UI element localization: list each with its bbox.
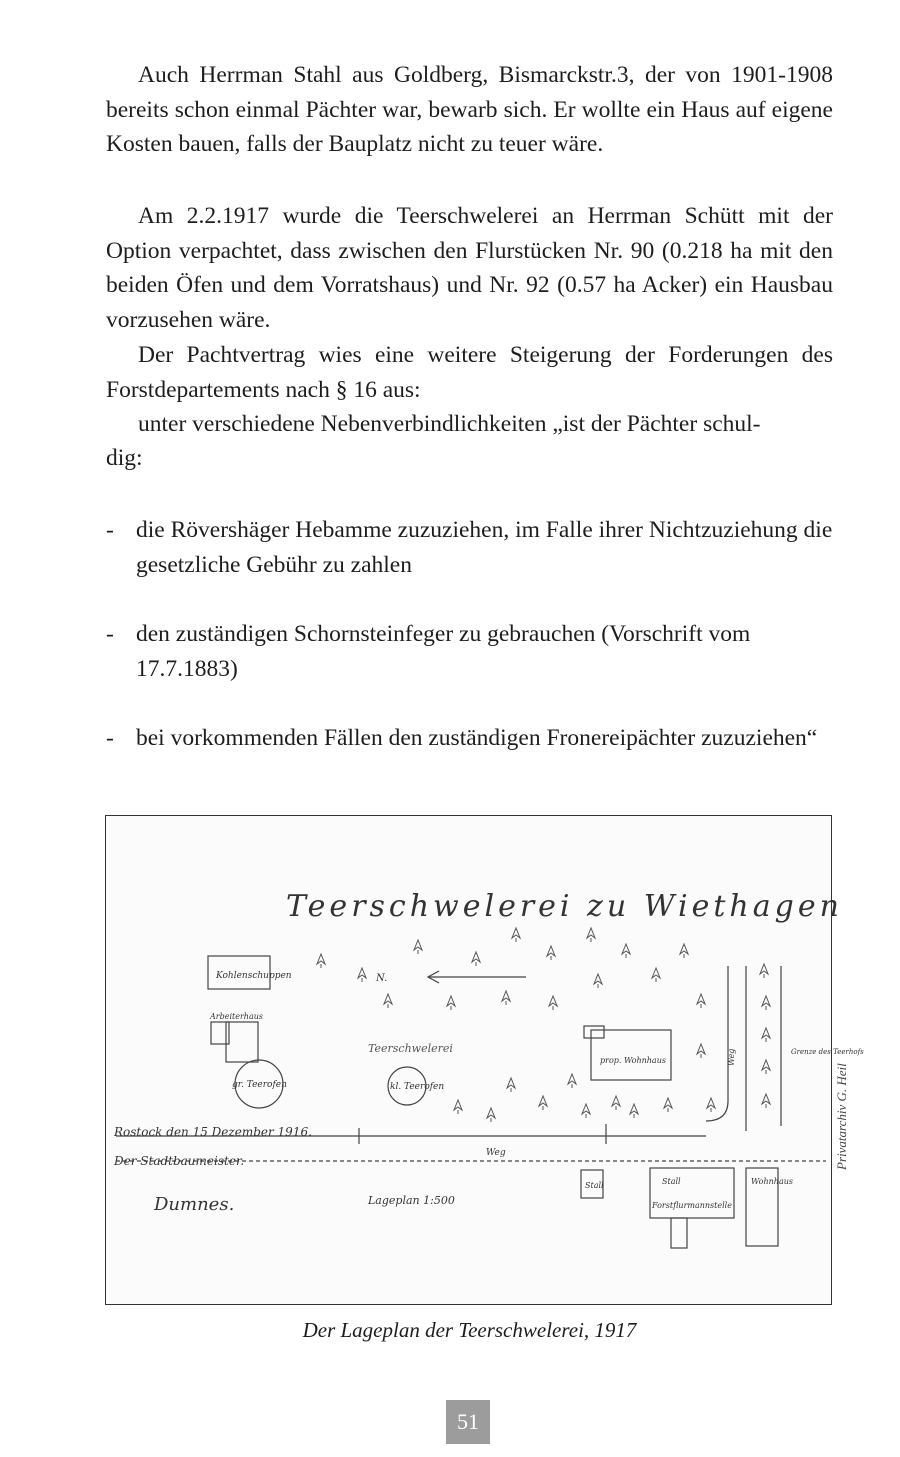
small-stall-label: Stall [585, 1181, 604, 1190]
plan-title: Teerschwelerei zu Wiethagen [286, 889, 843, 924]
weg-horizontal-label: Weg [486, 1148, 506, 1158]
signature: Dumnes. [154, 1194, 235, 1215]
bullet-dash: - [106, 517, 114, 543]
paragraph-stahl: Auch Herrman Stahl aus Goldberg, Bismarckstr.3, der von 1901-1908 bereits schon einmal Pächter war, bewarb sich. Er wollte ein Haus auf eigene Kosten bauen, falls der Bauplatz nicht zu teuer wäre. [106, 62, 833, 157]
forsthof-building [650, 1168, 734, 1218]
forsthof-annex [671, 1218, 687, 1248]
north-label: N. [376, 973, 388, 984]
lageplan-scale: Lageplan 1:500 [368, 1194, 455, 1207]
grenze-label: Grenze des Teerhofs [791, 1048, 864, 1056]
paragraph-verpachtung: Am 2.2.1917 wurde die Teerschwelerei an Herrman Schütt mit der Option verpachtet, dass zwischen den Flurstücken Nr. 90 (0.218 ha mit den beiden Öfen und dem Vorratshaus) und Nr. 92 (0.57 ha Acker) ein Hausbau vorzusehen wäre. [106, 203, 833, 333]
prop-wohnhaus-label: prop. Wohnhaus [600, 1056, 666, 1065]
road-west-edge [706, 966, 728, 1121]
arbeiterhaus-label: Arbeiterhaus [210, 1012, 263, 1021]
weg-vertical-label: Weg [727, 1048, 736, 1066]
paragraph-nebenverbindlichkeiten-cont: dig: [106, 445, 143, 471]
date-line: Rostock den 15 Dezember 1916. [114, 1125, 312, 1139]
paragraph-nebenverbindlichkeiten: unter verschiedene Nebenverbindlichkeiten „ist der Pächter schul- [138, 411, 761, 437]
teerschwelerei-label: Teerschwelerei [368, 1042, 453, 1055]
stall-label: Stall [662, 1177, 681, 1186]
bullet-dash: - [106, 621, 114, 647]
bullet-text: den zuständigen Schornsteinfeger zu gebrauchen (Vorschrift vom 17.7.1883) [136, 621, 751, 682]
arbeiterhaus-building [226, 1022, 258, 1062]
bullet-text: die Rövershäger Hebamme zuzuziehen, im Falle ihrer Nichtzuziehung die gesetzliche Gebühr zu zahlen [136, 517, 833, 578]
tree-symbols [317, 928, 770, 1122]
figure-caption: Der Lageplan der Teerschwelerei, 1917 [302, 1318, 637, 1342]
bullet-text: bei vorkommenden Fällen den zuständigen Fronereipächter zuzuziehen“ [136, 725, 818, 751]
kl-teerofen-label: kl. Teerofen [390, 1082, 445, 1092]
gr-teerofen-label: gr. Teerofen [232, 1080, 287, 1090]
bullet-dash: - [106, 725, 114, 751]
kohlenschuppen-label: Kohlenschuppen [216, 971, 292, 981]
signer-line: Der Stadtbaumeister. [114, 1154, 245, 1168]
archive-credit: Privatarchiv G. Heil [834, 1063, 849, 1170]
page-number: 51 [446, 1400, 490, 1444]
forsthof-label: Forstflurmannstelle [652, 1201, 732, 1210]
paragraph-pachtvertrag: Der Pachtvertrag wies eine weitere Steigerung der Forderungen des Forstdepartements nach § 16 aus: [106, 342, 833, 403]
prop-wohnhaus-annex [584, 1026, 604, 1038]
wohnhaus-label: Wohnhaus [751, 1177, 793, 1186]
